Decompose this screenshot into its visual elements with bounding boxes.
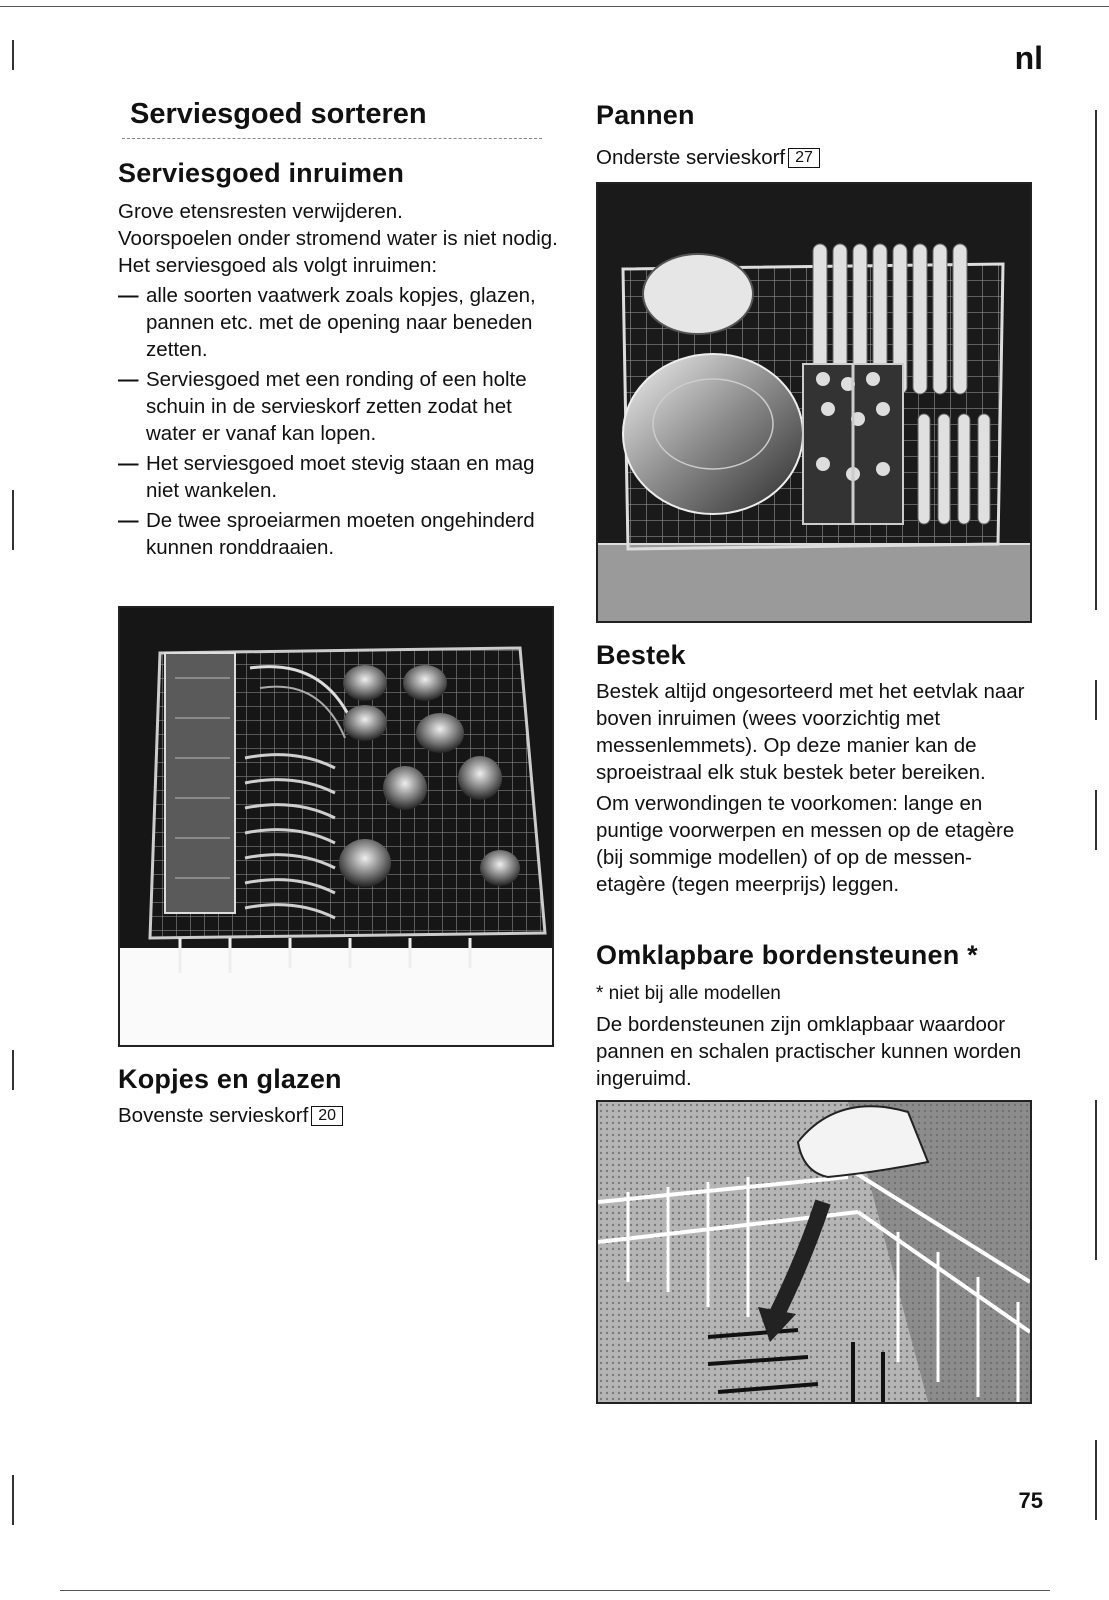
language-tag: nl	[1014, 40, 1043, 76]
margin-tick-right	[1095, 1100, 1097, 1260]
intro-line: Het serviesgoed als volgt inruimen:	[118, 254, 438, 277]
margin-tick-right	[1095, 790, 1097, 850]
cups-heading: Kopjes en glazen	[118, 1064, 342, 1094]
cutlery-paragraph: Om verwondingen te voorkomen: lange en puntige voorwerpen en messen op de etagère (bij sommige modellen) of op de messen-etagère (tegen meerprijs) leggen.	[596, 792, 1015, 896]
plate-racks-text	[596, 980, 1036, 1092]
margin-tick-right	[1095, 110, 1097, 610]
bottom-rule	[60, 1590, 1050, 1591]
section-title: Serviesgoed sorteren	[130, 98, 427, 130]
section-title-underline	[122, 138, 542, 139]
top-rule	[0, 6, 1109, 7]
cups-ref-number: 20	[311, 1106, 343, 1126]
loading-intro	[118, 198, 558, 561]
margin-tick-right	[1095, 1440, 1097, 1520]
lower-basket-photo	[596, 182, 1032, 623]
margin-tick-left	[12, 1050, 14, 1090]
cutlery-heading: Bestek	[596, 640, 686, 670]
bullet-item: — Het serviesgoed moet stevig staan en mag niet wankelen.	[118, 450, 558, 504]
cups-text: Bovenste servieskorf	[118, 1104, 309, 1127]
margin-tick-right	[1095, 680, 1097, 720]
margin-tick-left	[12, 40, 14, 70]
pans-text-line	[596, 144, 820, 171]
intro-line: Grove etensresten verwijderen.	[118, 200, 403, 223]
intro-line: Voorspoelen onder stromend water is niet nodig.	[118, 227, 558, 250]
bullet-item: — Serviesgoed met een ronding of een holte schuin in de servieskorf zetten zodat het water er vanaf kan lopen.	[118, 366, 558, 447]
cutlery-text	[596, 678, 1036, 898]
bullet-item: — De twee sproeiarmen moeten ongehinderd kunnen ronddraaien.	[118, 507, 558, 561]
margin-tick-left	[12, 490, 14, 550]
folding-rack-photo	[596, 1100, 1032, 1404]
upper-basket-photo	[118, 606, 554, 1047]
cups-text-line	[118, 1102, 343, 1129]
pans-heading: Pannen	[596, 100, 695, 130]
plate-racks-note: * niet bij alle modellen	[596, 983, 781, 1004]
plate-racks-description: De bordensteunen zijn omklapbaar waardoor pannen en schalen practischer kunnen worden ingeruimd.	[596, 1013, 1022, 1090]
cutlery-paragraph: Bestek altijd ongesorteerd met het eetvlak naar boven inruimen (wees voorzichtig met messenlemmets). Op deze manier kan de sproeistraal elk stuk bestek beter bereiken.	[596, 680, 1025, 784]
pans-ref-number: 27	[788, 148, 820, 168]
page-number: 75	[1018, 1488, 1043, 1513]
loading-bullets	[118, 282, 558, 561]
plate-racks-heading: Omklapbare bordensteunen *	[596, 940, 978, 970]
pans-text: Onderste servieskorf	[596, 146, 786, 169]
loading-heading: Serviesgoed inruimen	[118, 158, 405, 188]
margin-tick-left	[12, 1475, 14, 1525]
bullet-item: — alle soorten vaatwerk zoals kopjes, glazen, pannen etc. met de opening naar beneden zetten.	[118, 282, 558, 363]
